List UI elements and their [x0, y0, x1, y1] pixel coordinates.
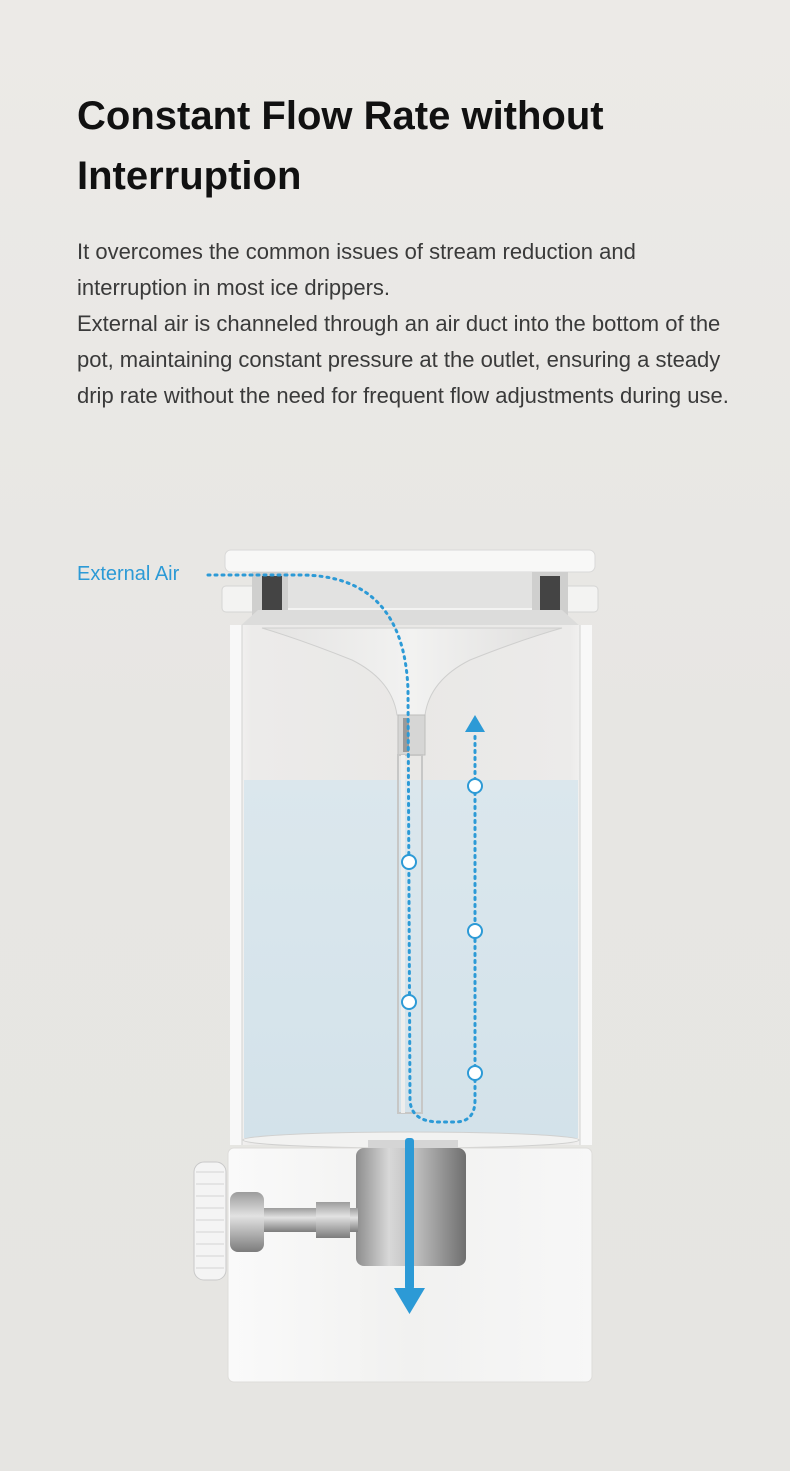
- air-bubble: [402, 855, 416, 869]
- air-bubble: [468, 779, 482, 793]
- description-paragraph-2: External air is channeled through an air duct into the bottom of the pot, maintaining constant pressure at the outlet, ensuring a steady drip rate without the need for frequent flow adjustments during use.: [77, 311, 729, 408]
- lid: [222, 550, 598, 628]
- air-bubble: [468, 924, 482, 938]
- page-title: Constant Flow Rate without Interruption: [77, 94, 604, 198]
- external-air-label: External Air: [77, 563, 180, 585]
- air-bubble: [402, 995, 416, 1009]
- air-bubble: [468, 1066, 482, 1080]
- description-paragraph-1: It overcomes the common issues of stream reduction and interruption in most ice drippers.: [77, 239, 636, 300]
- adjustment-knob: [194, 1162, 226, 1280]
- drip-pot-diagram: [0, 520, 790, 1420]
- description: [77, 234, 747, 414]
